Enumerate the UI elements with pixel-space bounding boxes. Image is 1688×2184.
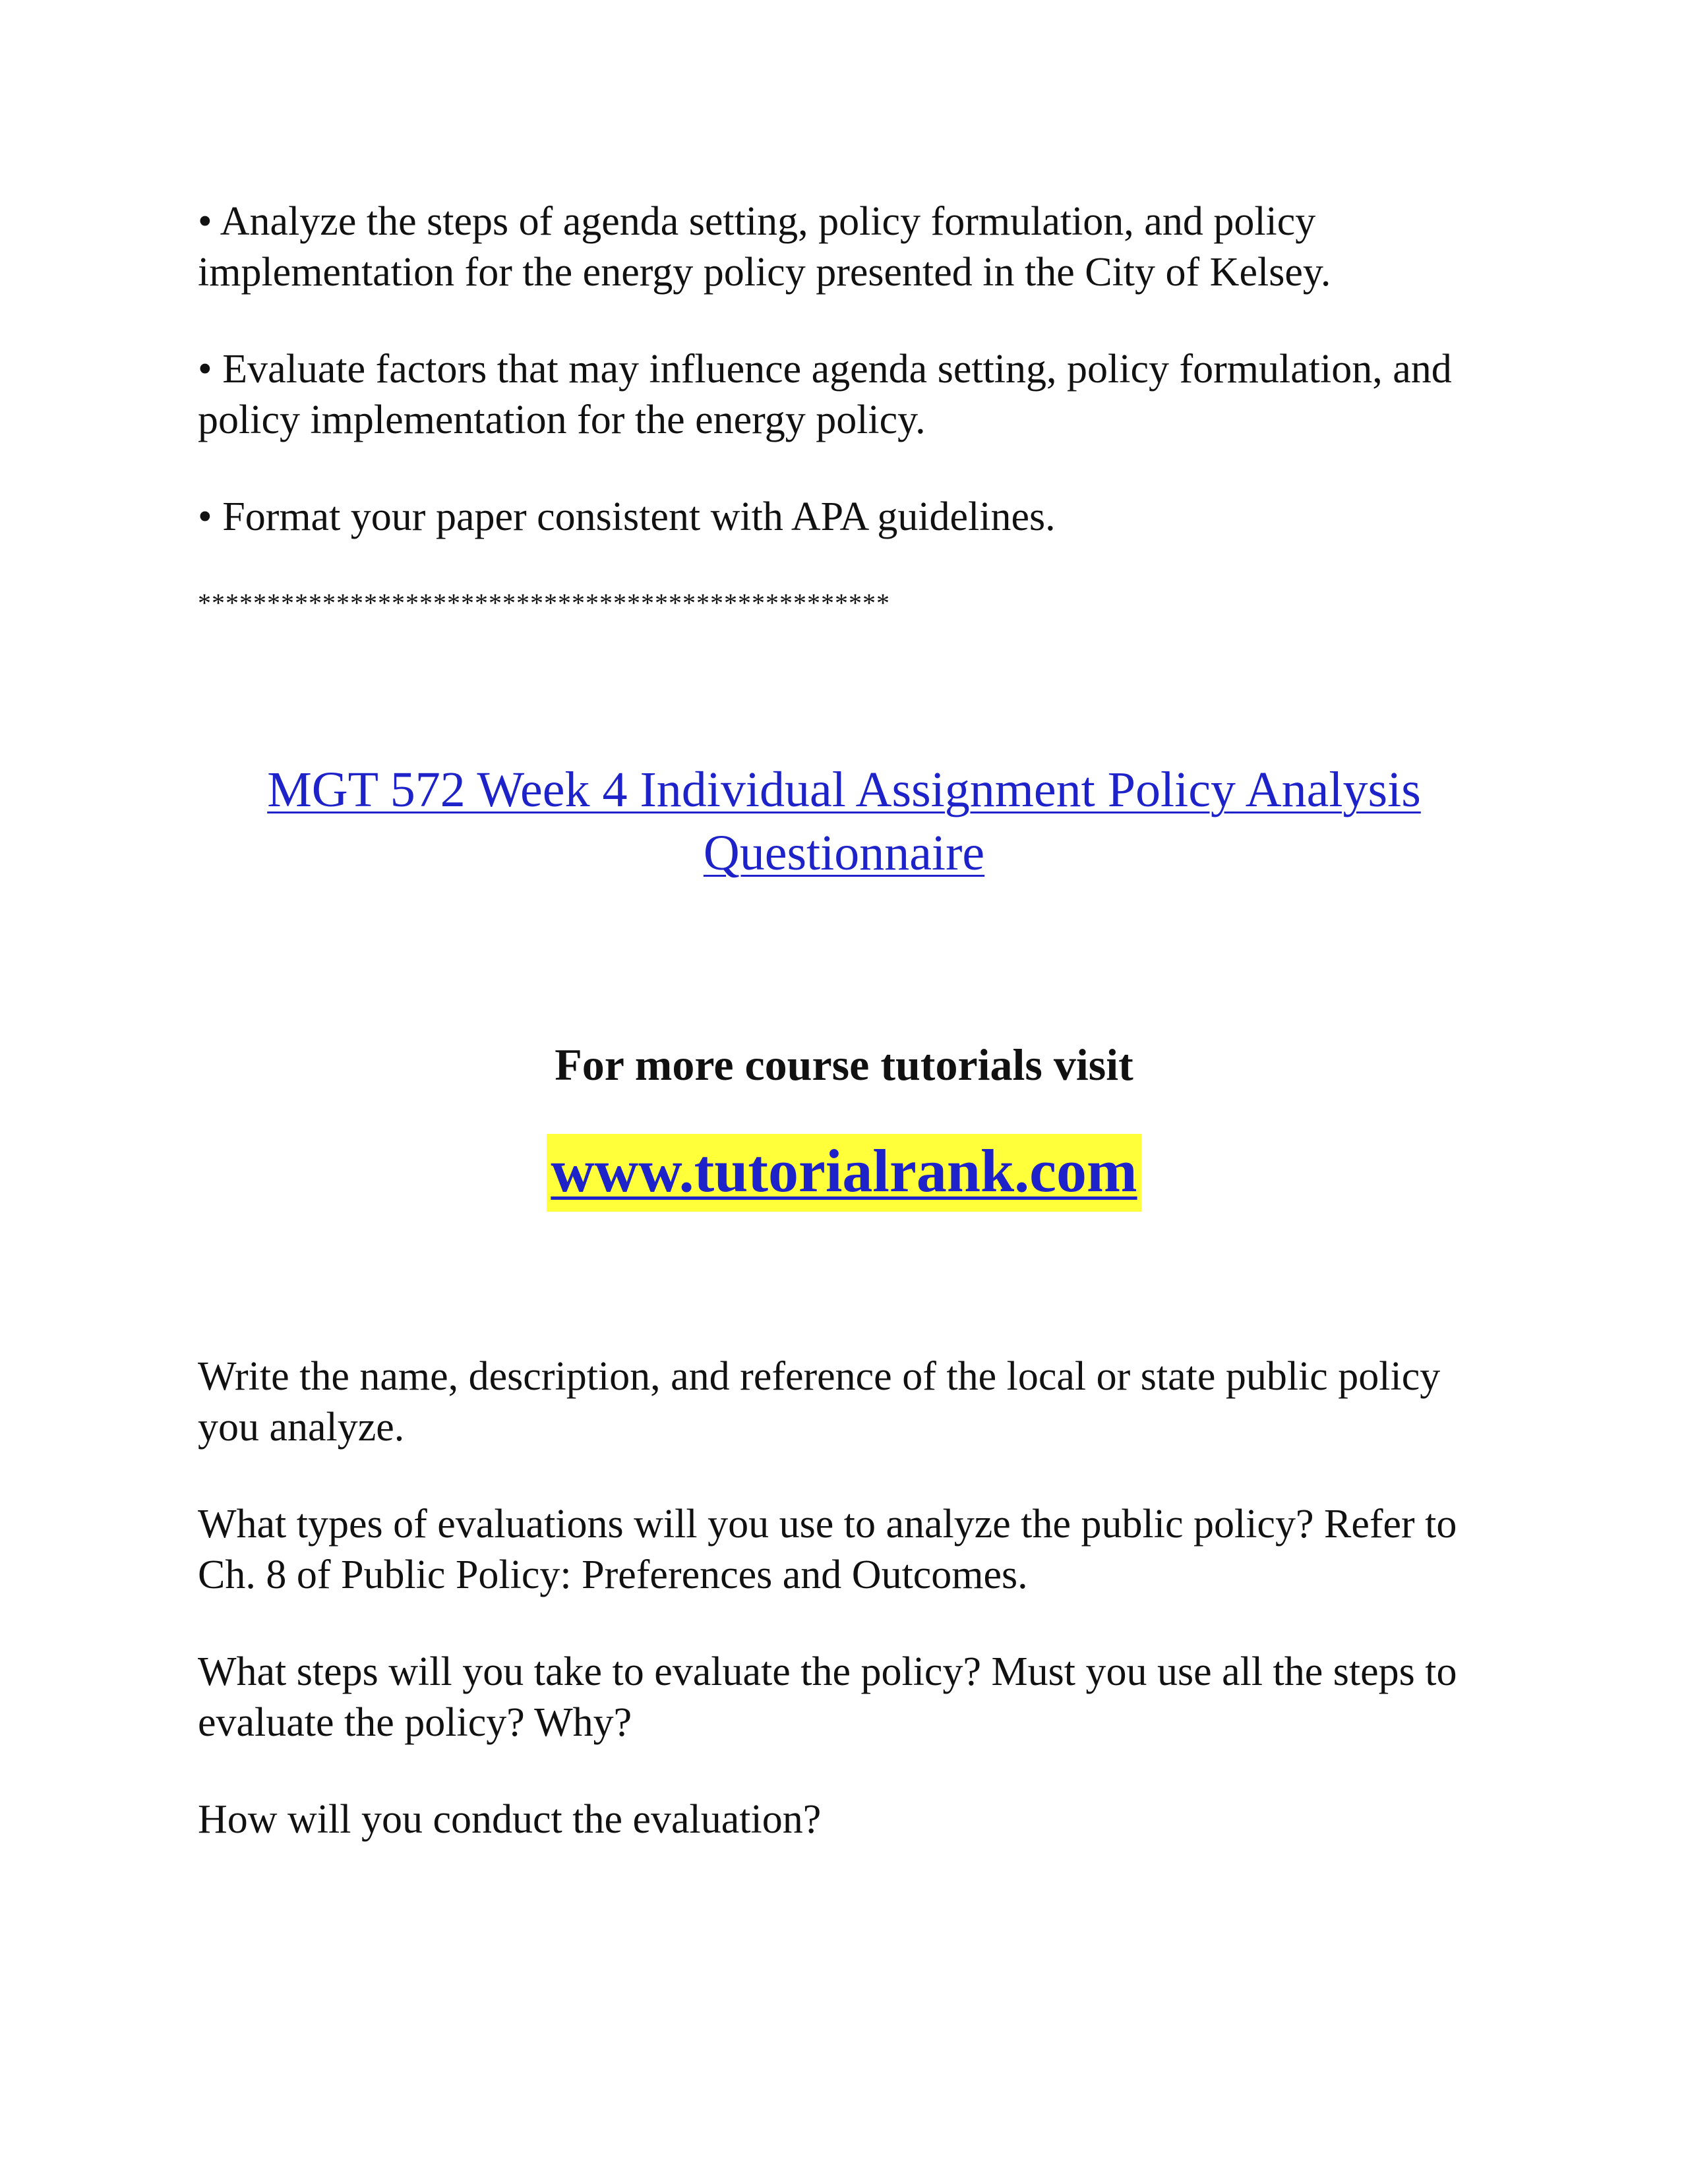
promo-site-wrapper <box>198 1134 1490 1212</box>
bullet-evaluate-factors: • Evaluate factors that may influence agenda setting, policy formulation, and policy implementation for the energy policy. <box>198 347 1452 442</box>
bullet-analyze-steps: • Analyze the steps of agenda setting, policy formulation, and policy implementation for the energy policy presented in the City of Kelsey. <box>198 199 1331 295</box>
bullet-format-apa: • Format your paper consistent with APA guidelines. <box>198 494 1056 539</box>
question-policy-name: Write the name, description, and reference of the local or state public policy you analyze. <box>198 1354 1441 1450</box>
question-evaluation-steps: What steps will you take to evaluate the policy? Must you use all the steps to evaluate the policy? Why? <box>198 1649 1457 1745</box>
separator-line: ************************************************** <box>198 588 890 618</box>
assignment-title-link[interactable]: MGT 572 Week 4 Individual Assignment Policy Analysis Questionnaire <box>267 762 1421 881</box>
question-conduct-evaluation: How will you conduct the evaluation? <box>198 1797 822 1842</box>
promo-text: For more course tutorials visit <box>555 1040 1133 1090</box>
question-evaluation-types: What types of evaluations will you use to analyze the public policy? Refer to Ch. 8 of Public Policy: Preferences and Outcomes. <box>198 1502 1457 1597</box>
tutorial-site-link[interactable]: www.tutorialrank.com <box>547 1134 1141 1212</box>
